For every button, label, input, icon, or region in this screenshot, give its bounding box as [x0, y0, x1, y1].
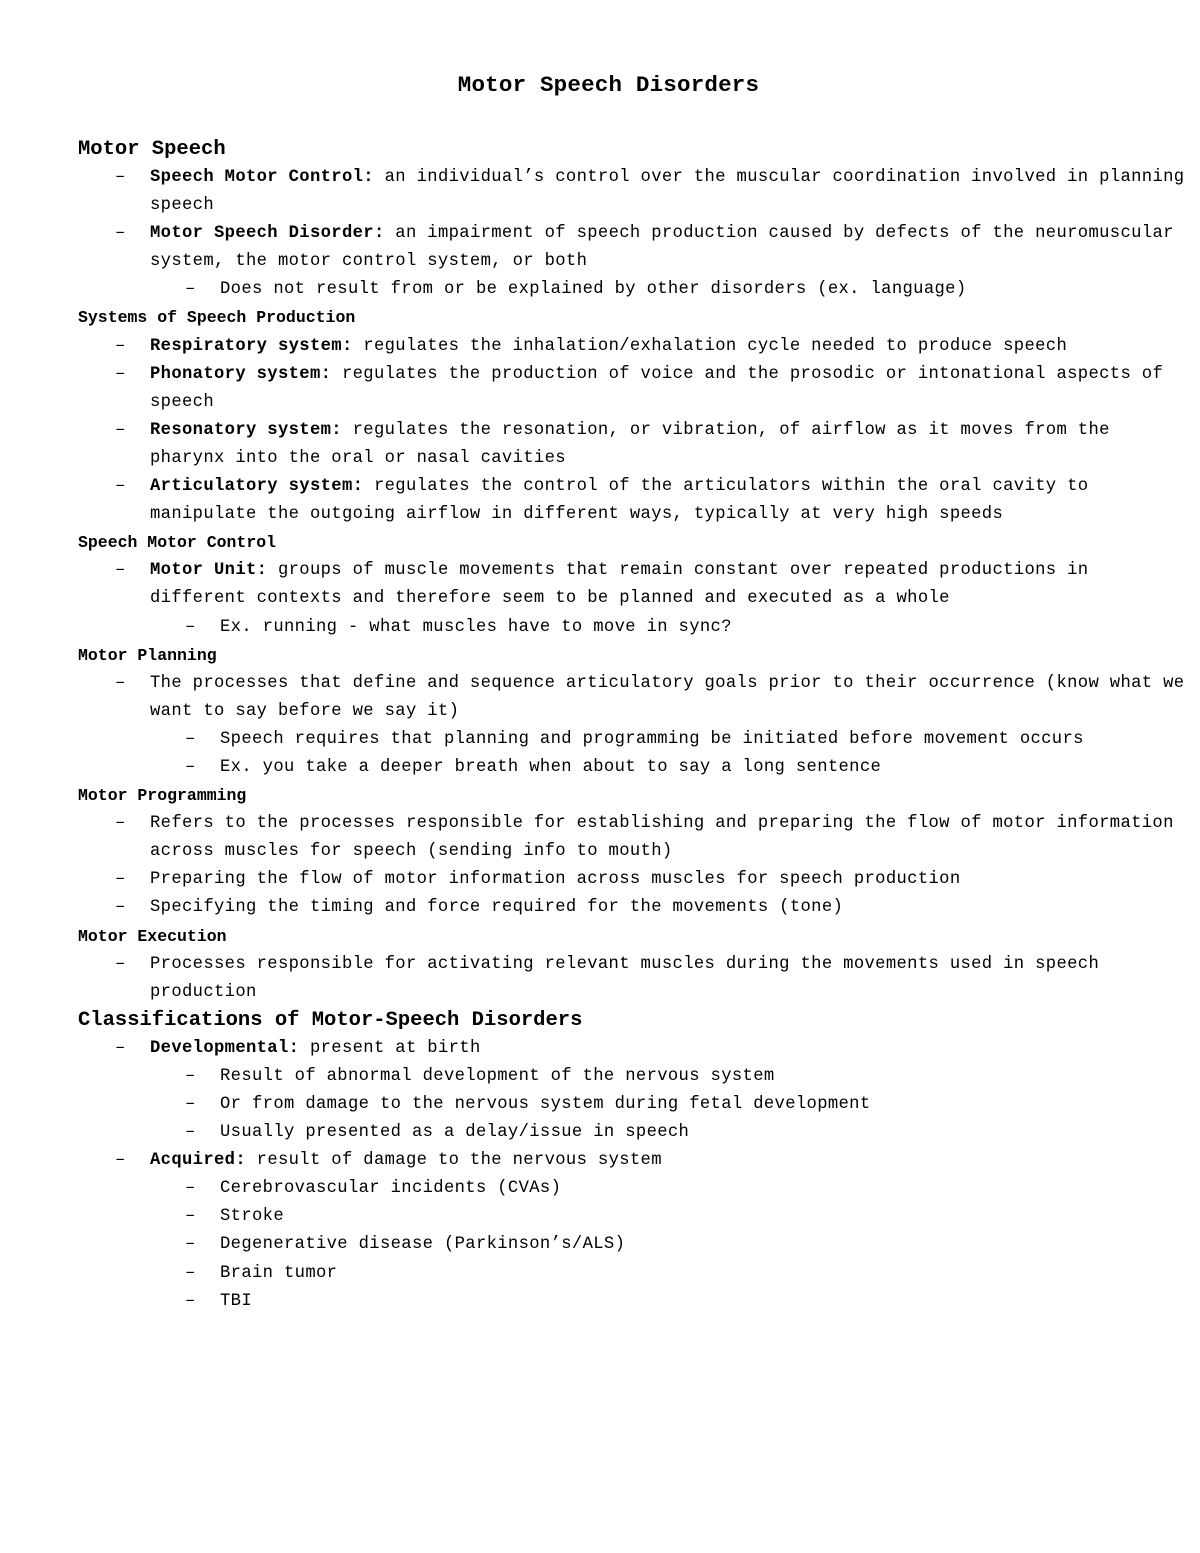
list-item: [78, 333, 1188, 361]
list-item: [78, 220, 1188, 276]
bullet-dash: –: [185, 280, 196, 300]
term-label: Respiratory system:: [150, 336, 353, 356]
section-heading-motor-planning: Motor Planning: [78, 645, 217, 665]
sub-list-item: [78, 726, 1188, 754]
sub-list-item: [78, 1231, 1188, 1259]
section-heading-systems-of-speech-production: Systems of Speech Production: [78, 308, 356, 328]
bullet-dash: –: [115, 168, 126, 187]
bullet-dash: –: [185, 757, 196, 777]
bullet-dash: –: [185, 1207, 196, 1227]
item-text: Brain tumor: [220, 1263, 338, 1283]
item-text: Preparing the flow of motor information across muscles for speech production: [150, 870, 961, 890]
sub-list-item: [78, 276, 1188, 304]
item-text: Usually presented as a delay/issue in speech: [220, 1123, 690, 1143]
list-item: [78, 670, 1196, 726]
bullet-dash: –: [185, 1123, 196, 1143]
bullet-dash: –: [115, 420, 126, 440]
list-item: [78, 894, 1188, 922]
bullet-dash: –: [185, 1291, 196, 1311]
document-title: Motor Speech Disorders: [457, 72, 760, 98]
list-item: [78, 1147, 1188, 1175]
bullet-dash: –: [115, 954, 126, 974]
sub-list-item: [78, 1260, 1188, 1288]
sub-list-item: [78, 614, 1188, 642]
item-text: Processes responsible for activating relevant muscles during the movements used in speech production: [150, 954, 1110, 1002]
bullet-dash: –: [115, 336, 126, 356]
bullet-dash: –: [185, 1235, 196, 1255]
bullet-dash: –: [115, 1151, 126, 1171]
item-text: groups of muscle movements that remain constant over repeated productions in different contexts and therefore seem to be planned and executed as a whole: [150, 561, 1100, 609]
item-text: Speech requires that planning and programming be initiated before movement occurs: [220, 729, 1084, 749]
item-text: Does not result from or be explained by other disorders (ex. language): [220, 280, 967, 300]
term-label: Articulatory system:: [150, 477, 364, 497]
list-item: [78, 810, 1188, 866]
term-label: Acquired:: [150, 1151, 246, 1171]
bullet-dash: –: [115, 1038, 126, 1058]
item-text: Stroke: [220, 1207, 284, 1227]
sub-list-item: [78, 754, 1188, 782]
bullet-dash: –: [185, 617, 196, 637]
bullet-dash: –: [185, 1263, 196, 1283]
sub-list-item: [78, 1091, 1188, 1119]
term-label: Motor Unit:: [150, 561, 268, 581]
item-text: Ex. running - what muscles have to move in sync?: [220, 617, 732, 637]
item-text: TBI: [220, 1291, 252, 1311]
list-item: [78, 557, 1188, 613]
item-text: an impairment of speech production caused by defects of the neuromuscular system, the motor control system, or both: [150, 224, 1185, 272]
item-text: The processes that define and sequence articulatory goals prior to their occurrence (know what we want to say before we say it): [150, 673, 1196, 721]
item-text: regulates the resonation, or vibration, of airflow as it moves from the pharynx into the oral or nasal cavities: [150, 420, 1121, 468]
item-text: Or from damage to the nervous system during fetal development: [220, 1095, 871, 1114]
item-text: an individual’s control over the muscular coordination involved in planning speech: [150, 168, 1196, 216]
bullet-dash: –: [115, 870, 126, 890]
section-heading-classifications: Classifications of Motor-Speech Disorders: [78, 1008, 583, 1032]
section-heading-motor-programming: Motor Programming: [78, 786, 247, 806]
bullet-dash: –: [115, 477, 126, 497]
item-text: Ex. you take a deeper breath when about to say a long sentence: [220, 757, 882, 777]
list-item: [78, 473, 1188, 529]
term-label: Speech Motor Control:: [150, 168, 374, 187]
item-text: result of damage to the nervous system: [245, 1151, 662, 1171]
list-item: [78, 951, 1188, 1007]
list-item: [78, 1035, 1188, 1063]
sub-list-item: [78, 1175, 1188, 1203]
item-text: Degenerative disease (Parkinson’s/ALS): [220, 1235, 626, 1255]
sub-list-item: [78, 1063, 1188, 1091]
list-item: [78, 417, 1188, 473]
bullet-dash: –: [115, 814, 126, 834]
bullet-dash: –: [185, 1095, 196, 1114]
item-text: regulates the control of the articulators within the oral cavity to manipulate the outgoing airflow in different ways, typically at very high speeds: [150, 477, 1100, 525]
list-item: [78, 361, 1188, 417]
sub-list-item: [78, 1119, 1188, 1147]
bullet-dash: –: [115, 364, 126, 384]
sub-list-item: [78, 1203, 1188, 1231]
item-text: regulates the production of voice and the prosodic or intonational aspects of speech: [150, 364, 1174, 412]
bullet-dash: –: [185, 1179, 196, 1199]
section-heading-speech-motor-control: Speech Motor Control: [78, 533, 277, 553]
document-body: [78, 136, 1196, 1316]
item-text: Specifying the timing and force required for the movements (tone): [150, 898, 844, 918]
term-label: Resonatory system:: [150, 420, 342, 440]
section-heading-motor-speech: Motor Speech: [78, 138, 226, 161]
section-heading-motor-execution: Motor Execution: [78, 926, 227, 946]
term-label: Phonatory system:: [150, 364, 332, 384]
list-item: [78, 866, 1188, 894]
list-item: [78, 164, 1196, 220]
item-text: regulates the inhalation/exhalation cycle needed to produce speech: [352, 336, 1068, 356]
bullet-dash: –: [115, 898, 126, 918]
term-label: Motor Speech Disorder:: [150, 224, 385, 244]
bullet-dash: –: [185, 1066, 196, 1086]
item-text: Cerebrovascular incidents (CVAs): [220, 1179, 562, 1199]
item-text: present at birth: [299, 1038, 481, 1058]
bullet-dash: –: [115, 224, 126, 244]
bullet-dash: –: [115, 561, 126, 581]
item-text: Result of abnormal development of the nervous system: [220, 1066, 775, 1086]
bullet-dash: –: [185, 729, 196, 749]
item-text: Refers to the processes responsible for establishing and preparing the flow of motor information across muscles for speech (sending info to mouth): [150, 814, 1185, 862]
bullet-dash: –: [115, 673, 126, 693]
term-label: Developmental:: [150, 1038, 300, 1058]
sub-list-item: [78, 1288, 1188, 1316]
